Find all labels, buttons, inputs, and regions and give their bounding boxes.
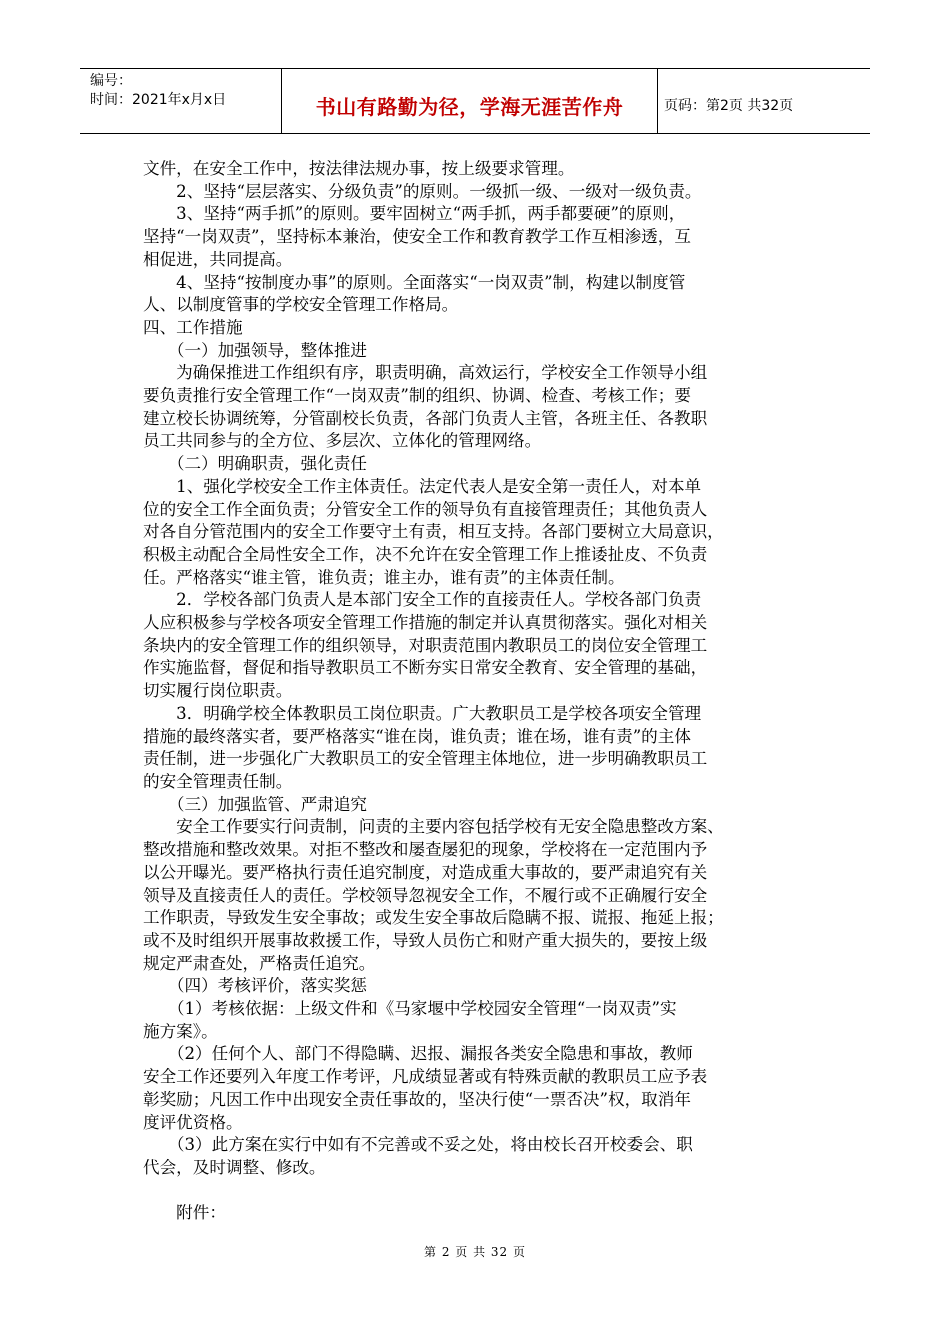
body-line: 彰奖励；凡因工作中出现安全责任事故的，坚决行使“一票否决”权，取消年 (143, 1089, 691, 1109)
page-footer: 第 2 页 共 32 页 (424, 1245, 526, 1259)
body-line: 附件： (143, 1203, 226, 1223)
document-date-label: 时间：2021年x月x日 (90, 92, 227, 108)
body-line: 以公开曝光。要严格执行责任追究制度，对造成重大事故的，要严肃追究有关 (143, 862, 708, 882)
body-line: 3、坚持“两手抓”的原则。要牢固树立“两手抓，两手都要硬”的原则， (143, 204, 686, 224)
body-line: 要负责推行安全管理工作“一岗双责”制的组织、协调、检查、考核工作；要 (143, 386, 691, 406)
body-line: 员工共同参与的全方位、多层次、立体化的管理网络。 (143, 431, 542, 451)
body-line: 作实施监督，督促和指导教职员工不断夯实日常安全教育、安全管理的基础， (143, 658, 708, 678)
header-motto: 书山有路勤为径，学海无涯苦作舟 (315, 94, 624, 119)
document-number-label: 编号： (90, 73, 132, 89)
body-line: 人应积极参与学校各项安全管理工作措施的制定并认真贯彻落实。强化对相关 (143, 613, 708, 633)
document-body (143, 158, 811, 1225)
body-line: 2、坚持“层层落实、分级负责”的原则。一级抓一级、一级对一级负责。 (143, 181, 702, 201)
body-line: 措施的最终落实者，要严格落实“谁在岗，谁负责；谁在场，谁有责”的主体 (143, 726, 691, 746)
body-line: 切实履行岗位职责。 (143, 681, 293, 701)
body-line: （1）考核依据：上级文件和《马家堰中学校园安全管理“一岗双责”实 (143, 999, 677, 1019)
body-line: 对各自分管范围内的安全工作要守土有责，相互支持。各部门要树立大局意识， (143, 522, 724, 542)
body-line: （四）考核评价，落实奖惩 (143, 976, 368, 996)
body-line: 安全工作还要列入年度工作考评，凡成绩显著或有特殊贡献的教职员工应予表 (143, 1067, 708, 1087)
body-line: 领导及直接责任人的责任。学校领导忽视安全工作，不履行或不正确履行安全 (143, 885, 708, 905)
body-line: 1、强化学校安全工作主体责任。法定代表人是安全第一责任人，对本单 (143, 476, 702, 496)
body-line: 安全工作要实行问责制，问责的主要内容包括学校有无安全隐患整改方案、 (143, 817, 724, 837)
body-line (143, 1180, 811, 1203)
body-line: （一）加强领导，整体推进 (143, 340, 368, 360)
body-line: 建立校长协调统筹，分管副校长负责，各部门负责人主管，各班主任、各教职 (143, 408, 708, 428)
body-line: 坚持“一岗双责”，坚持标本兼治，使安全工作和教育教学工作互相渗透，互 (143, 227, 691, 247)
body-line: 3．明确学校全体教职员工岗位职责。广大教职员工是学校各项安全管理 (143, 703, 702, 723)
body-line: 度评优资格。 (143, 1112, 243, 1132)
body-line: 责任制，进一步强化广大教职员工的安全管理主体地位，进一步明确教职员工 (143, 749, 708, 769)
body-line: 条块内的安全管理工作的组织领导，对职责范围内教职员工的岗位安全管理工 (143, 635, 708, 655)
body-line: 4、坚持“按制度办事”的原则。全面落实“一岗双责”制，构建以制度管 (143, 272, 686, 292)
body-line: 位的安全工作全面负责；分管安全工作的领导负有直接管理责任；其他负责人 (143, 499, 708, 519)
body-line: 规定严肃查处，严格责任追究。 (143, 953, 376, 973)
body-line: 工作职责，导致发生安全事故；或发生安全事故后隐瞒不报、谎报、拖延上报； (143, 908, 724, 928)
body-line: 施方案》。 (143, 1021, 218, 1041)
body-line: 人、以制度管事的学校安全管理工作格局。 (143, 295, 459, 315)
body-line: 为确保推进工作组织有序，职责明确，高效运行，学校安全工作领导小组 (143, 363, 708, 383)
body-line: 任。严格落实“谁主管，谁负责；谁主办，谁有责”的主体责任制。 (143, 567, 625, 587)
body-line: 相促进，共同提高。 (143, 249, 293, 269)
header-motto-cell (282, 69, 658, 133)
body-line: 的安全管理责任制。 (143, 771, 293, 791)
body-line: 2．学校各部门负责人是本部门安全工作的直接责任人。学校各部门负责 (143, 590, 702, 610)
body-line: （二）明确职责，强化责任 (143, 454, 368, 474)
body-line: （三）加强监管、严肃追究 (143, 794, 368, 814)
body-line: （3）此方案在实行中如有不完善或不妥之处，将由校长召开校委会、职 (143, 1135, 693, 1155)
body-line: 四、工作措施 (143, 317, 243, 337)
body-line: 整改措施和整改效果。对拒不整改和屡查屡犯的现象，学校将在一定范围内予 (143, 840, 708, 860)
body-line: （2）任何个人、部门不得隐瞒、迟报、漏报各类安全隐患和事故，教师 (143, 1044, 693, 1064)
header-page-label: 页码：第2页 共32页 (664, 98, 794, 114)
header-page-cell (658, 69, 870, 133)
header-meta (80, 69, 282, 133)
body-line: 文件，在安全工作中，按法律法规办事，按上级要求管理。 (143, 159, 575, 178)
body-line: 或不及时组织开展事故救援工作，导致人员伤亡和财产重大损失的，要按上级 (143, 930, 708, 950)
page-header (80, 68, 870, 134)
body-line: 积极主动配合全局性安全工作，决不允许在安全管理工作上推诿扯皮、不负责 (143, 544, 708, 564)
body-line: 代会，及时调整、修改。 (143, 1157, 326, 1177)
